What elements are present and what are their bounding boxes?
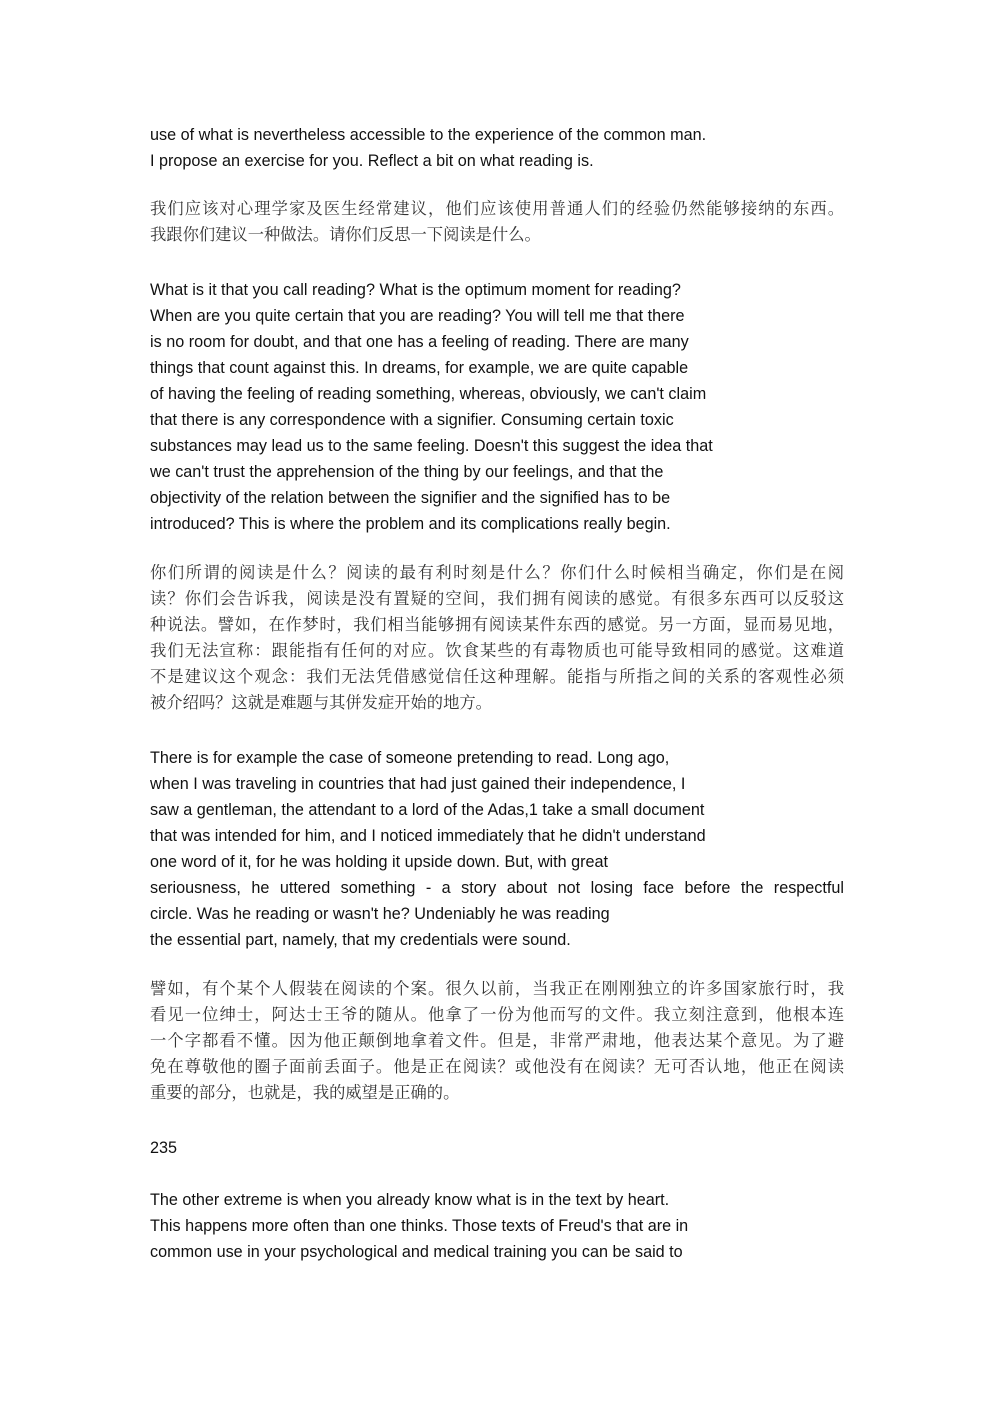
- text-line: 免在尊敬他的圈子面前丢面子。他是正在阅读？或他没有在阅读？无可否认地，他正在阅读: [150, 1057, 844, 1076]
- text-line: 重要的部分，也就是，我的威望是正确的。: [150, 1083, 460, 1102]
- text-line: 我们应该对心理学家及医生经常建议，他们应该使用普通人们的经验仍然能够接纳的东西。: [150, 199, 844, 218]
- text-line: of having the feeling of reading something, whereas, obviously, we can't claim: [150, 385, 707, 403]
- text-line: 我跟你们建议一种做法。请你们反思一下阅读是什么。: [150, 225, 541, 244]
- paragraph-chinese-2: [150, 560, 844, 716]
- text-line: common use in your psychological and medical training you can be said to: [150, 1243, 683, 1261]
- text-line: things that count against this. In dreams, for example, we are quite capable: [150, 359, 689, 377]
- text-line: 一个字都看不懂。因为他正颠倒地拿着文件。但是，非常严肃地，他表达某个意见。为了避: [150, 1031, 844, 1050]
- text-line: The other extreme is when you already know what is in the text by heart.: [150, 1191, 670, 1209]
- text-line: circle. Was he reading or wasn't he? Undeniably he was reading: [150, 905, 610, 923]
- text-line: is no room for doubt, and that one has a feeling of reading. There are many: [150, 333, 689, 351]
- text-line: I propose an exercise for you. Reflect a bit on what reading is.: [150, 152, 594, 170]
- text-line: 譬如，有个某个人假装在阅读的个案。很久以前，当我正在刚刚独立的许多国家旅行时，我: [150, 979, 844, 998]
- text-line: that there is any correspondence with a signifier. Consuming certain toxic: [150, 411, 674, 429]
- text-line: we can't trust the apprehension of the thing by our feelings, and that the: [150, 463, 664, 481]
- text-line: saw a gentleman, the attendant to a lord of the Adas,1 take a small document: [150, 801, 705, 819]
- text-line: seriousness, he uttered something - a story about not losing face before the respectful: [150, 879, 844, 897]
- paragraph-english-1: [150, 122, 844, 174]
- text-line: 不是建议这个观念：我们无法凭借感觉信任这种理解。能指与所指之间的关系的客观性必须: [150, 667, 844, 686]
- text-line: that was intended for him, and I noticed immediately that he didn't understand: [150, 827, 706, 845]
- text-line: There is for example the case of someone pretending to read. Long ago,: [150, 749, 670, 767]
- text-line: This happens more often than one thinks. Those texts of Freud's that are in: [150, 1217, 689, 1235]
- page-number: 235: [150, 1139, 178, 1157]
- text-line: 被介绍吗？这就是难题与其併发症开始的地方。: [150, 693, 492, 712]
- text-line: What is it that you call reading? What is the optimum moment for reading?: [150, 281, 681, 299]
- text-line: use of what is nevertheless accessible to the experience of the common man.: [150, 126, 707, 144]
- text-line: introduced? This is where the problem and its complications really begin.: [150, 515, 671, 533]
- paragraph-english-4: [150, 1187, 844, 1265]
- paragraph-english-3: [150, 745, 844, 953]
- text-line: When are you quite certain that you are reading? You will tell me that there: [150, 307, 685, 325]
- text-line: 你们所谓的阅读是什么？阅读的最有利时刻是什么？你们什么时候相当确定，你们是在阅: [150, 563, 844, 582]
- text-line: 我们无法宣称：跟能指有任何的对应。饮食某些的有毒物质也可能导致相同的感觉。这难道: [150, 641, 844, 660]
- paragraph-chinese-3: [150, 976, 844, 1106]
- text-line: the essential part, namely, that my credentials were sound.: [150, 931, 571, 949]
- paragraph-chinese-1: [150, 196, 844, 248]
- text-line: 读？你们会告诉我，阅读是没有置疑的空间，我们拥有阅读的感觉。有很多东西可以反驳这: [150, 589, 844, 608]
- text-line: one word of it, for he was holding it upside down. But, with great: [150, 853, 609, 871]
- text-line: 看见一位绅士，阿达士王爷的随从。他拿了一份为他而写的文件。我立刻注意到，他根本连: [150, 1005, 844, 1024]
- paragraph-english-2: [150, 277, 844, 537]
- text-line: when I was traveling in countries that had just gained their independence, I: [150, 775, 686, 793]
- text-line: substances may lead us to the same feeling. Doesn't this suggest the idea that: [150, 437, 713, 455]
- text-line: 种说法。譬如，在作梦时，我们相当能够拥有阅读某件东西的感觉。另一方面，显而易见地，: [150, 615, 844, 634]
- text-line: objectivity of the relation between the signifier and the signified has to be: [150, 489, 671, 507]
